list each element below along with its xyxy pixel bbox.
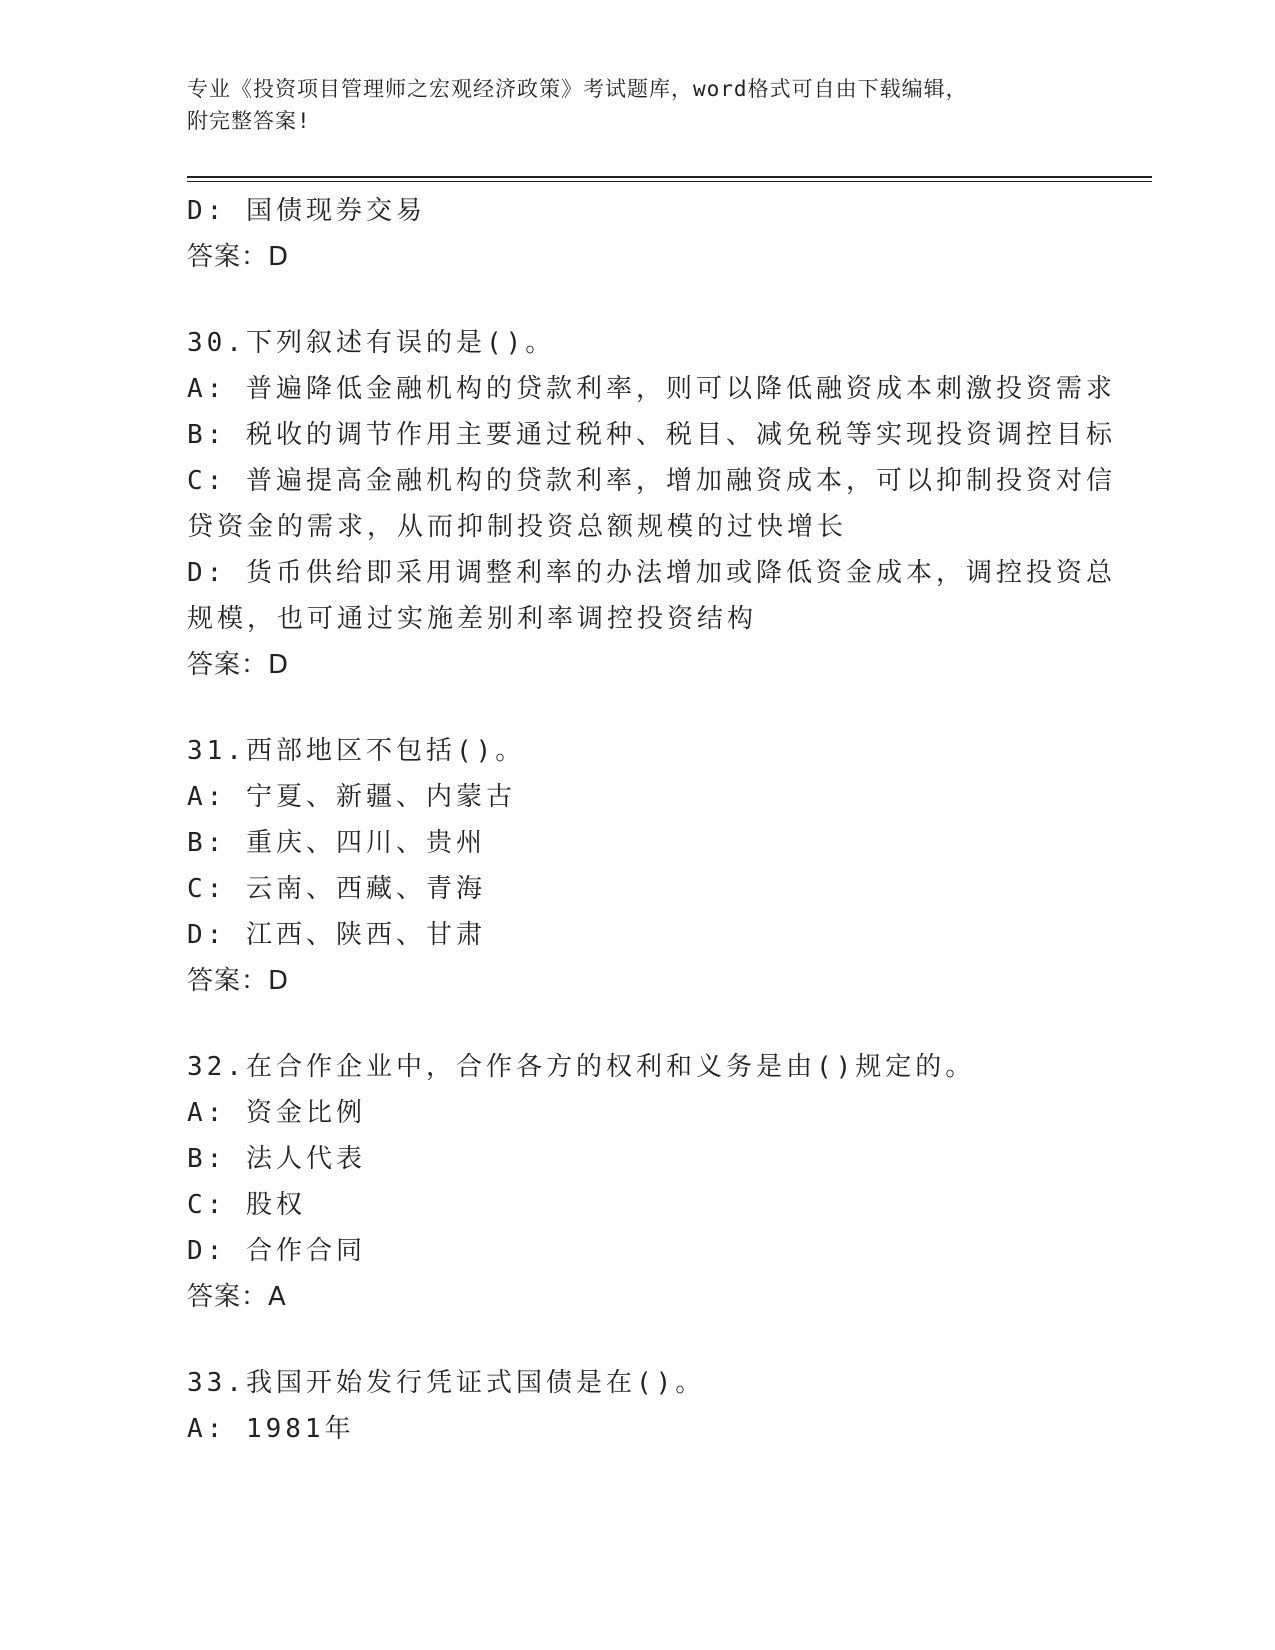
option-c: C: 股权 bbox=[187, 1190, 306, 1220]
question-31 bbox=[187, 728, 1107, 1004]
option-a: A: 普遍降低金融机构的贷款利率，则可以降低融资成本刺激投资需求 bbox=[187, 374, 1116, 404]
answer-line: 答案：A bbox=[187, 1282, 287, 1312]
question-stem: 32.在合作企业中，合作各方的权利和义务是由()规定的。 bbox=[187, 1052, 976, 1082]
option-b: B: 法人代表 bbox=[187, 1144, 366, 1174]
header-line-2: 附完整答案! bbox=[187, 109, 311, 133]
option-d: D: 货币供给即采用调整利率的办法增加或降低资金成本，调控投资总 bbox=[187, 558, 1116, 588]
header-divider-thick bbox=[187, 176, 1152, 178]
question-32 bbox=[187, 1044, 1107, 1320]
question-30 bbox=[187, 320, 1116, 688]
answer-line: 答案：D bbox=[187, 966, 290, 996]
option-c-continued: 贷资金的需求，从而抑制投资总额规模的过快增长 bbox=[187, 512, 848, 542]
question-stem: 31.西部地区不包括()。 bbox=[187, 736, 526, 766]
question-stem: 30.下列叙述有误的是()。 bbox=[187, 328, 556, 358]
option-c: C: 普遍提高金融机构的贷款利率，增加融资成本，可以抑制投资对信 bbox=[187, 466, 1116, 496]
option-a: A: 宁夏、新疆、内蒙古 bbox=[187, 782, 516, 812]
header-line-1: 专业《投资项目管理师之宏观经济政策》考试题库，word格式可自由下载编辑， bbox=[187, 77, 968, 101]
option-d-continued: 规模，也可通过实施差别利率调控投资结构 bbox=[187, 604, 758, 634]
previous-question-tail bbox=[187, 188, 1107, 280]
answer-line: 答案：D bbox=[187, 242, 290, 272]
option-a: A: 资金比例 bbox=[187, 1098, 366, 1128]
option-d: D: 合作合同 bbox=[187, 1236, 366, 1266]
answer-line: 答案：D bbox=[187, 650, 290, 680]
option-d: D: 国债现券交易 bbox=[187, 196, 426, 226]
question-33 bbox=[187, 1360, 1107, 1452]
header-divider-thin bbox=[187, 181, 1152, 182]
question-content bbox=[187, 188, 1116, 1452]
option-a: A: 1981年 bbox=[187, 1414, 355, 1444]
option-b: B: 重庆、四川、贵州 bbox=[187, 828, 486, 858]
option-d: D: 江西、陕西、甘肃 bbox=[187, 920, 486, 950]
option-b: B: 税收的调节作用主要通过税种、税目、减免税等实现投资调控目标 bbox=[187, 420, 1116, 450]
question-stem: 33.我国开始发行凭证式国债是在()。 bbox=[187, 1368, 706, 1398]
option-c: C: 云南、西藏、青海 bbox=[187, 874, 486, 904]
document-header bbox=[187, 73, 1087, 137]
